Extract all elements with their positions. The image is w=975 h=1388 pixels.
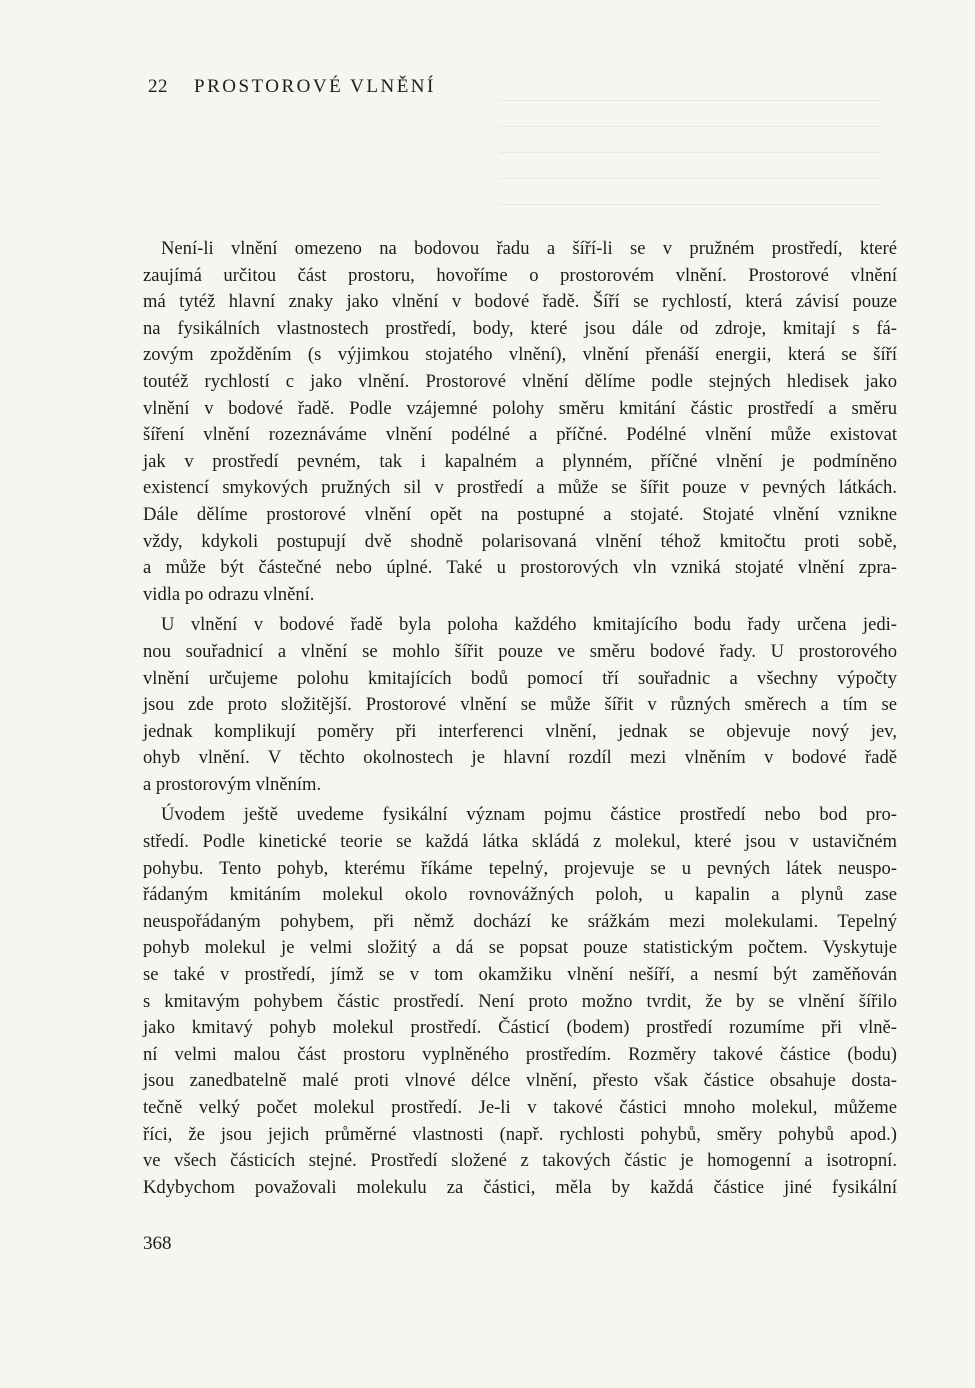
text-line: zovým zpožděním (s výjimkou stojatého vlnění), vlnění přenáší energii, která se šíří	[143, 344, 897, 366]
text-line: neuspořádaným pohybem, při němž dochází ke srážkám mezi molekulami. Tepelný	[143, 910, 897, 932]
text-line: Dále dělíme prostorové vlnění opět na postupné a stojaté. Stojaté vlnění vznikne	[143, 503, 897, 525]
text-line: vlnění určujeme polohu kmitajících bodů pomocí tří souřadnic a všechny výpočty	[143, 667, 897, 689]
text-line: vidla po odrazu vlnění.	[143, 583, 315, 605]
text-line: s kmitavým pohybem částic prostředí. Není proto možno tvrdit, že by se vlnění šířilo	[143, 990, 897, 1012]
text-line: Úvodem ještě uvedeme fysikální význam pojmu částice prostředí nebo bod pro-	[161, 804, 897, 826]
text-line: má tytéž hlavní znaky jako vlnění v bodové řadě. Šíří se rychlostí, která závisí pouze	[143, 291, 897, 313]
text-line: ve všech částicích stejné. Prostředí složené z takových částic je homogenní a isotropní.	[143, 1150, 897, 1172]
running-head	[148, 76, 436, 98]
text-line: existencí smykových pružných sil v prostředí a může se šířit pouze v pevných látkách.	[143, 477, 897, 499]
text-line: tečně velký počet molekul prostředí. Je-li v takové částici mnoho molekul, můžeme	[143, 1097, 897, 1118]
text-line: Není-li vlnění omezeno na bodovou řadu a šíří-li se v pružném prostředí, které	[161, 238, 897, 259]
section-title: PROSTOROVÉ VLNĚNÍ	[194, 76, 436, 97]
paragraph-1	[143, 236, 897, 608]
text-line: ní velmi malou část prostoru vyplněného prostředím. Rozměry takové částice (bodu)	[143, 1043, 897, 1065]
text-line: jsou zde proto složitější. Prostorové vlnění se může šířit v různých směrech a tím se	[143, 694, 897, 716]
text-line: pohyb molekul je velmi složitý a dá se popsat pouze statistickým počtem. Vyskytuje	[143, 937, 897, 959]
text-line: řádaným kmitáním molekul okolo rovnovážných poloh, u kapalin a plynů zase	[143, 884, 897, 906]
text-line: U vlnění v bodové řadě byla poloha každého kmitajícího bodu řady určena jedi-	[161, 614, 897, 636]
footer-page-number: 368	[143, 1233, 172, 1254]
text-line: nou souřadnicí a vlnění se mohlo šířit pouze ve směru bodové řady. U prostorového	[143, 640, 897, 662]
text-line: na fysikálních vlastnostech prostředí, body, které jsou dále od zdroje, kmitají s fá-	[143, 317, 897, 339]
text-line: říci, že jsou jejich průměrné vlastnosti (např. rychlosti pohybů, směry pohybů apod.)	[143, 1123, 897, 1145]
text-line: toutéž rychlostí c jako vlnění. Prostorové vlnění dělíme podle stejných hledisek jako	[143, 370, 897, 392]
text-line: jak v prostředí pevném, tak i kapalném a plynném, příčné vlnění je podmíněno	[143, 450, 897, 472]
text-line: středí. Podle kinetické teorie se každá látka skládá z molekul, které jsou v ustavičném	[143, 831, 897, 853]
text-line: jednak komplikují poměry při interferenci vlnění, jednak se objevuje nový jev,	[143, 720, 897, 742]
text-line: ohyb vlnění. V těchto okolnostech je hlavní rozdíl mezi vlněním v bodové řadě	[143, 747, 897, 769]
text-line: vždy, kdykoli postupují dvě shodně polarisovaná vlnění téhož kmitočtu proti sobě,	[143, 530, 897, 552]
header-page-number: 22	[148, 76, 168, 97]
text-line: a prostorovým vlněním.	[143, 773, 322, 795]
paragraph-3	[143, 802, 897, 1201]
text-line: jako kmitavý pohyb molekul prostředí. Částicí (bodem) prostředí rozumíme při vlně-	[143, 1017, 897, 1039]
text-line: šíření vlnění rozeznáváme vlnění podélné a příčné. Podélné vlnění může existovat	[143, 424, 897, 446]
text-line: jsou zanedbatelně malé proti vlnové délce vlnění, přesto však částice obsahuje dosta-	[143, 1070, 897, 1092]
paragraph-2	[143, 612, 897, 798]
text-line: a může být částečné nebo úplné. Také u prostorových vln vzniká stojaté vlnění zpra-	[143, 557, 897, 579]
text-line: Kdybychom považovali molekulu za částici, měla by každá částice jiné fysikální	[143, 1176, 897, 1198]
text-line: vlnění v bodové řadě. Podle vzájemné polohy směru kmitání částic prostředí a směru	[143, 397, 897, 419]
text-line: zaujímá určitou část prostoru, hovoříme o prostorovém vlnění. Prostorové vlnění	[143, 264, 897, 286]
body-text	[143, 236, 897, 1201]
text-line: pohybu. Tento pohyb, kterému říkáme tepelný, projevuje se u pevných látek neuspo-	[143, 857, 897, 879]
text-line: se také v prostředí, jímž se v tom okamžiku vlnění nešíří, a nesmí být zaměňován	[143, 964, 897, 986]
show-through-texture	[500, 82, 880, 222]
